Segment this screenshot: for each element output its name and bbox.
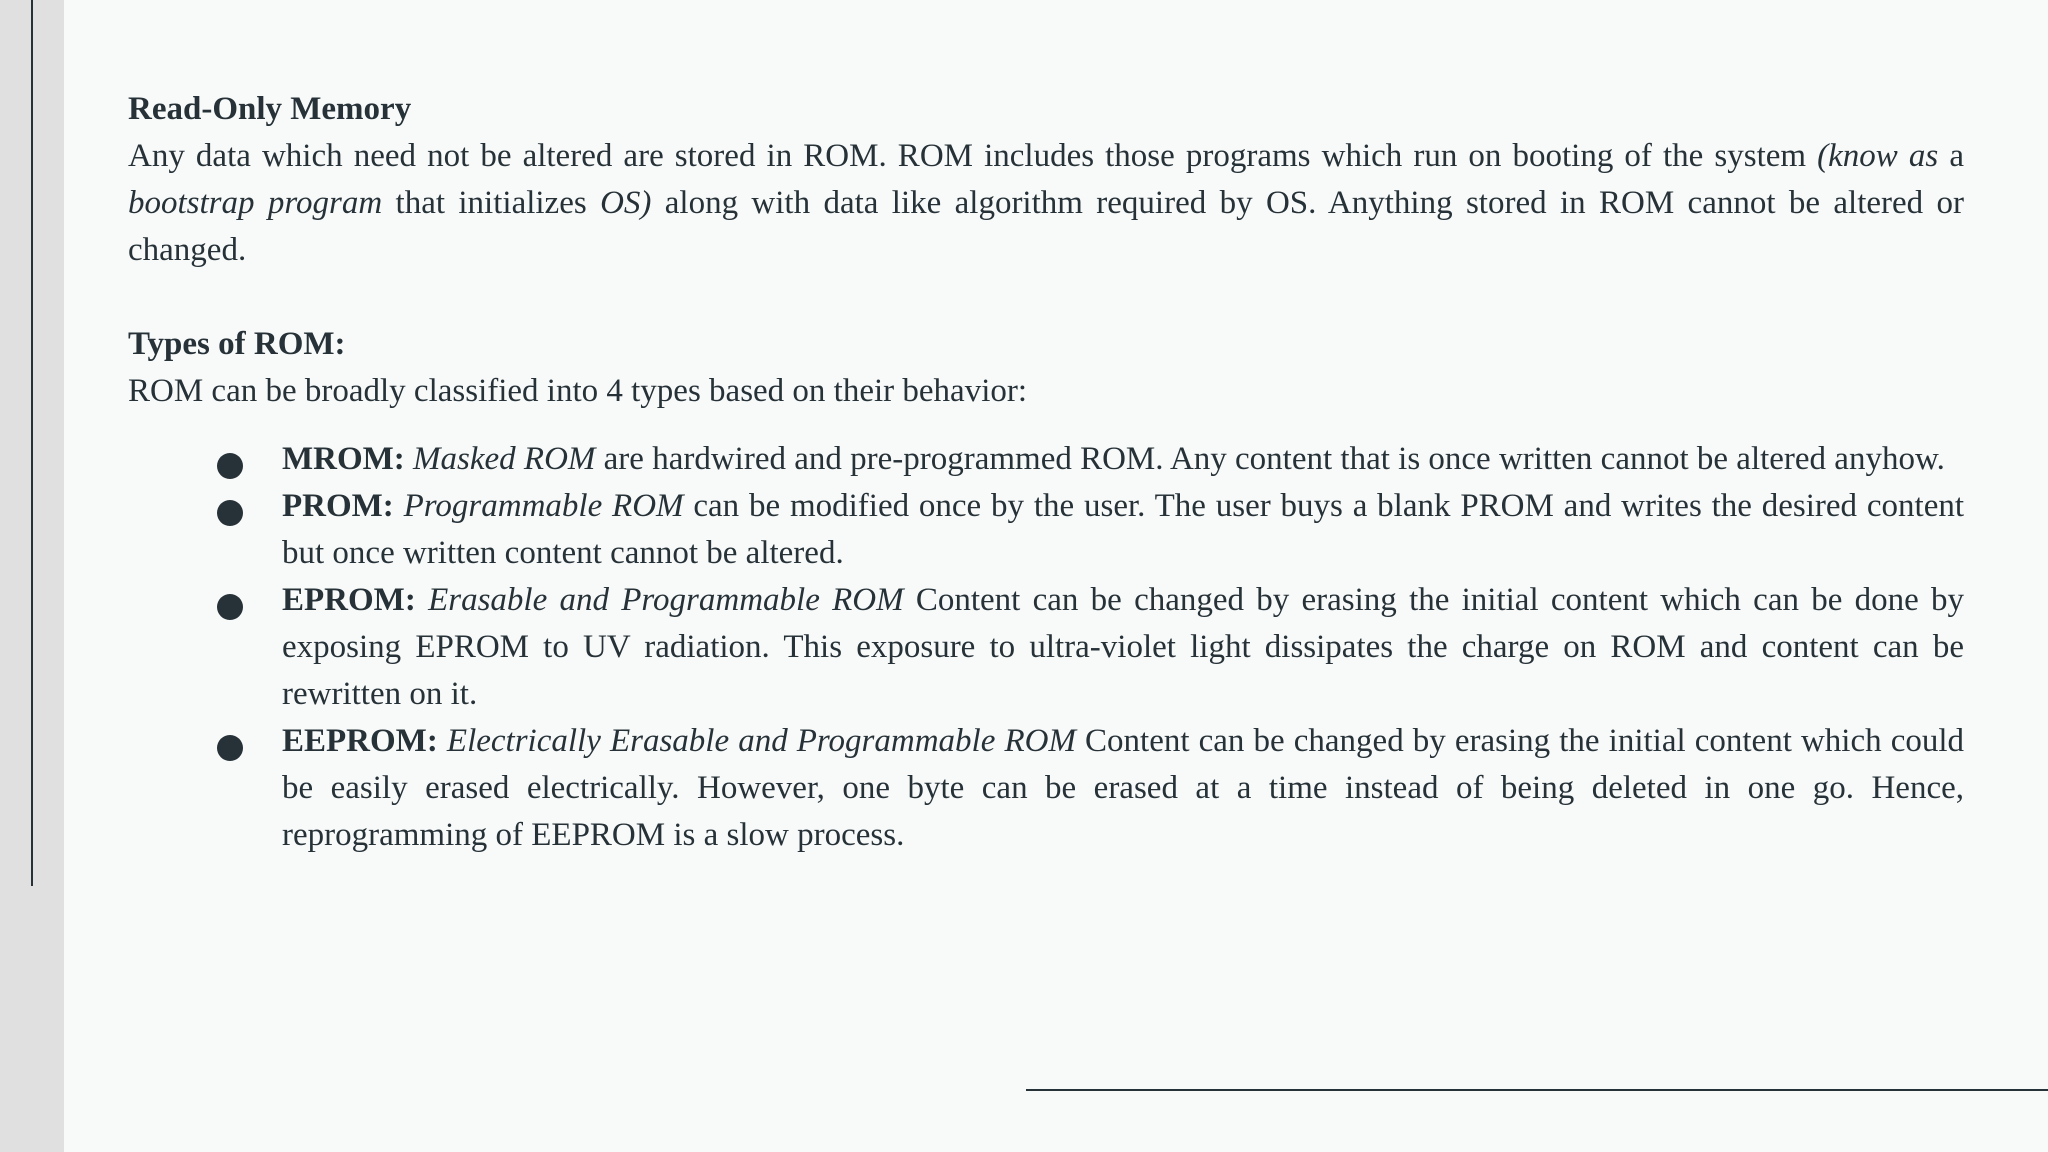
section-heading-read-only-memory: Read-Only Memory xyxy=(128,91,412,127)
bullet-icon xyxy=(217,594,243,620)
term-label: MROM: xyxy=(282,441,405,477)
bullet-icon xyxy=(217,453,243,479)
term-label: EEPROM: xyxy=(282,723,438,759)
term-description: Content can be changed by erasing the initial content which can be done by exposing EPROM to UV radiation. This exposure to ultra-violet light dissipates the charge on ROM and content can be rewritten on it. xyxy=(282,582,1965,712)
term-description: are hardwired and pre-programmed ROM. Any content that is once written cannot be altered anyhow. xyxy=(603,441,1945,477)
document-body xyxy=(128,86,1964,859)
read-only-memory-paragraph: Any data which need not be altered are stored in ROM. ROM includes those programs which run on booting of the system (know as a bootstrap program that initializes OS) along with data like algorithm required by OS. Anything stored in ROM cannot be altered or changed. xyxy=(128,138,1964,268)
bottom-horizontal-rule xyxy=(1026,1089,2048,1091)
term-description: Content can be changed by erasing the initial content which could be easily erased electrically. However, one byte can be erased at a time instead of being deleted in one go. Hence, reprogramming of EEPROM is a slow process. xyxy=(282,723,1965,853)
list-item-eeprom xyxy=(128,718,1964,859)
bullet-icon xyxy=(217,500,243,526)
term-full-name: Erasable and Programmable ROM xyxy=(428,582,904,618)
list-item-eprom xyxy=(128,577,1964,718)
list-item-mrom xyxy=(128,436,1964,483)
term-full-name: Programmable ROM xyxy=(403,488,684,524)
term-full-name: Electrically Erasable and Programmable ROM xyxy=(446,723,1076,759)
bullet-icon xyxy=(217,735,243,761)
term-label: EPROM: xyxy=(282,582,416,618)
types-intro-text: ROM can be broadly classified into 4 types based on their behavior: xyxy=(128,373,1028,409)
section-gap xyxy=(128,274,1964,321)
rom-types-list xyxy=(128,436,1964,859)
left-vertical-rule xyxy=(31,0,33,886)
term-label: PROM: xyxy=(282,488,394,524)
term-description: can be modified once by the user. The user buys a blank PROM and writes the desired content but once written content cannot be altered. xyxy=(282,488,1965,571)
list-item-prom xyxy=(128,483,1964,577)
section-heading-types-of-rom: Types of ROM: xyxy=(128,326,346,362)
term-full-name: Masked ROM xyxy=(413,441,596,477)
